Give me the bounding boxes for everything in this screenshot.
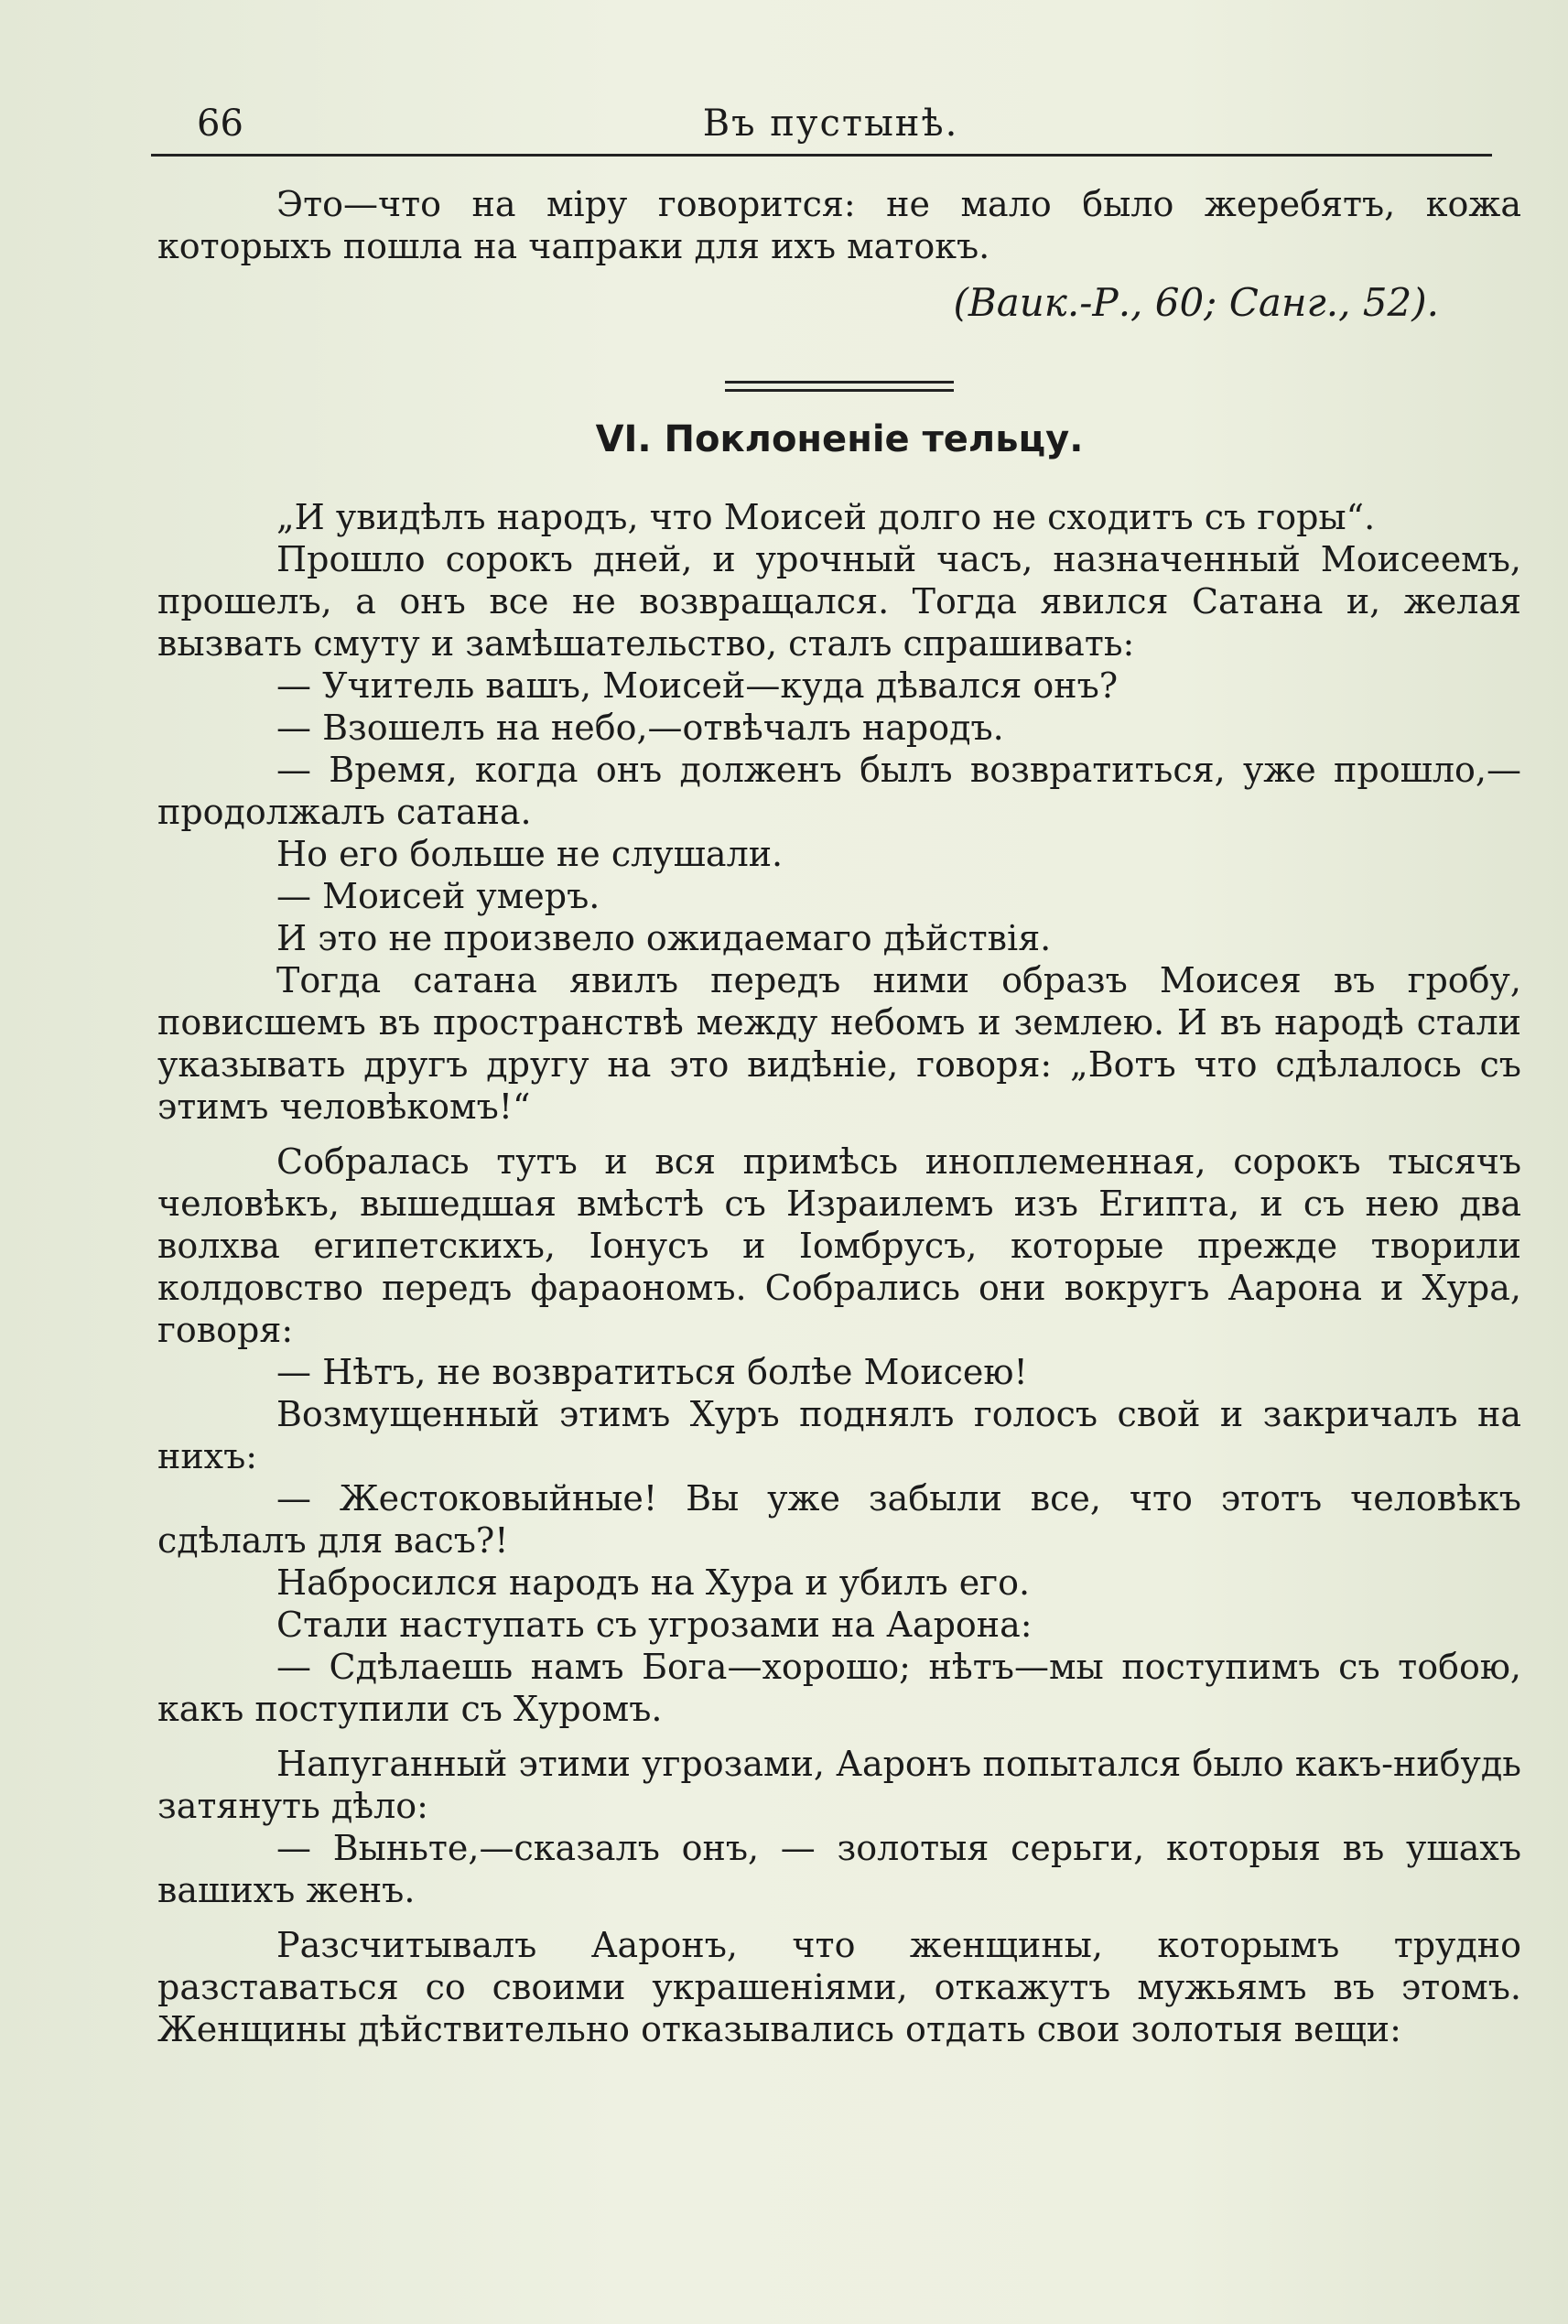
page-header bbox=[151, 103, 1510, 159]
paragraph: Возмущенный этимъ Хуръ поднялъ голосъ свой и закричалъ на нихъ: bbox=[157, 1394, 1521, 1476]
paragraph: — Моисей умеръ. bbox=[276, 876, 600, 916]
paragraph: И это не произвело ожидаемаго дѣйствія. bbox=[276, 918, 1052, 958]
paragraph: „И увидѣлъ народъ, что Моисей долго не сходитъ съ горы“. bbox=[276, 497, 1376, 537]
paragraph: Но его больше не слушали. bbox=[276, 834, 784, 874]
header-rule bbox=[151, 154, 1492, 157]
intro-paragraph: Это—что на міру говорится: не мало было жеребятъ, кожа которыхъ пошла на чапраки для ихъ матокъ. bbox=[157, 184, 1521, 266]
text-body bbox=[157, 183, 1521, 2050]
page-number: 66 bbox=[197, 103, 243, 145]
paragraph: — Выньте,—сказалъ онъ, — золотыя серьги, которыя въ ушахъ вашихъ женъ. bbox=[157, 1828, 1521, 1910]
paragraph: — Взошелъ на небо,—отвѣчалъ народъ. bbox=[276, 708, 1004, 748]
paragraph: Стали наступать съ угрозами на Аарона: bbox=[276, 1605, 1033, 1645]
paragraph: Напуганный этими угрозами, Ааронъ попытался было какъ-нибудь затянуть дѣло: bbox=[157, 1744, 1521, 1826]
running-title: Въ пустынѣ. bbox=[702, 103, 959, 145]
paragraph: — Жестоковыйные! Вы уже забыли все, что этотъ человѣкъ сдѣлалъ для васъ?! bbox=[157, 1478, 1521, 1561]
paragraph: Набросился народъ на Хура и убилъ его. bbox=[276, 1562, 1031, 1603]
paragraph: — Сдѣлаешь намъ Бога—хорошо; нѣтъ—мы поступимъ съ тобою, какъ поступили съ Хуромъ. bbox=[157, 1647, 1521, 1729]
paragraph: — Время, когда онъ долженъ былъ возвратиться, уже прошло,—продолжалъ сатана. bbox=[157, 750, 1521, 832]
paragraph: Прошло сорокъ дней, и урочный часъ, назначенный Моисеемъ, прошелъ, а онъ все не возвращался. Тогда явился Сатана и, желая вызвать смуту и замѣшательство, сталъ спрашивать: bbox=[157, 539, 1521, 664]
citation: (Ваик.-Р., 60; Санг., 52). bbox=[953, 280, 1439, 325]
section-title: VI. Поклоненіе тельцу. bbox=[595, 418, 1084, 460]
paragraph: — Учитель вашъ, Моисей—куда дѣвался онъ? bbox=[276, 665, 1119, 706]
paragraph: Собралась тутъ и вся примѣсь иноплеменная, сорокъ тысячъ человѣкъ, вышедшая вмѣстѣ съ Израилемъ изъ Египта, и съ нею два волхва египетскихъ, Іонусъ и Іомбрусъ, которые прежде творили колдовство передъ фараономъ. Собрались они вокругъ Аарона и Хура, говоря: bbox=[157, 1141, 1521, 1350]
section-separator bbox=[725, 381, 954, 392]
paragraph: Разсчитывалъ Ааронъ, что женщины, которымъ трудно разставаться со своими украшеніями, откажутъ мужьямъ въ этомъ. Женщины дѣйствительно отказывались отдать свои золотыя вещи: bbox=[157, 1925, 1521, 2049]
paragraph: — Нѣтъ, не возвратиться болѣе Моисею! bbox=[276, 1352, 1028, 1392]
paragraph: Тогда сатана явилъ передъ ними образъ Моисея въ гробу, повисшемъ въ пространствѣ между небомъ и землею. И въ народѣ стали указывать другъ другу на это видѣніе, говоря: „Вотъ что сдѣлалось съ этимъ человѣкомъ!“ bbox=[157, 960, 1521, 1127]
